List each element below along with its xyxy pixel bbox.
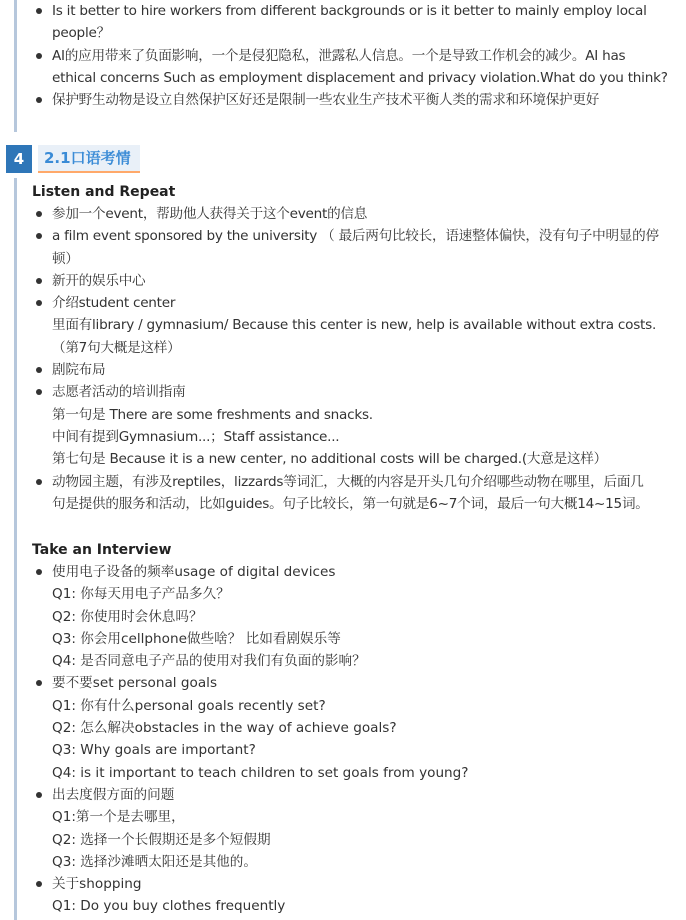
list-item-line: a film event sponsored by the university （ 最后两句比较长，语速整体偏快，没有句子中明显的停 [52, 228, 659, 245]
listen-section [24, 181, 682, 515]
list-item-line: 中间有提到Gymnasium...；Staff assistance... [52, 428, 340, 445]
list-item-line: Q3: 你会用cellphone做些啥？ 比如看剧娱乐等 [52, 630, 341, 647]
list-item-line: 出去度假方面的问题 [52, 786, 175, 803]
list-item-line: 第七句是 Because it is a new center, no additional costs will be charged.(大意是这样） [52, 451, 607, 468]
list-item [24, 292, 682, 359]
list-item [24, 873, 682, 918]
list-item-line: Q1: Do you buy clothes frequently [52, 898, 286, 915]
list-item-line: （第7句大概是这样） [52, 339, 181, 356]
list-item-line: 志愿者活动的培训指南 [52, 384, 186, 401]
list-item-line: Q2: 选择一个长假期还是多个短假期 [52, 831, 271, 848]
interview-heading: Take an Interview [32, 542, 172, 558]
list-item-line: Q2: 你使用时会休息吗？ [52, 608, 203, 625]
list-item-line: 要不要set personal goals [52, 675, 218, 692]
list-item-line: Q1: 你有什么personal goals recently set? [52, 697, 326, 714]
list-item-line: ethical concerns Such as employment displacement and privacy violation.What do you think? [52, 69, 668, 86]
list-item [24, 270, 682, 292]
list-item-line: 关于shopping [52, 876, 142, 893]
list-item-line: 第一句是 There are some freshments and snacks. [52, 406, 373, 423]
list-item [24, 672, 682, 783]
list-item [24, 359, 682, 381]
list-item [24, 225, 682, 270]
list-item [24, 784, 682, 873]
list-item [24, 561, 682, 672]
listen-list [24, 203, 682, 515]
list-item-line: 顿） [52, 250, 79, 267]
list-item-line: 保护野生动物是设立自然保护区好还是限制一些农业生产技术平衡人类的需求和环境保护更好 [52, 92, 600, 109]
list-item [24, 89, 682, 111]
list-item-line: Q4: 是否同意电子产品的使用对我们有负面的影响？ [52, 653, 366, 670]
list-item-line: Q1:第一个是去哪里， [52, 809, 185, 826]
list-item-line: Q1: 你每天用电子产品多久？ [52, 586, 230, 603]
list-item-line: Is it better to hire workers from different backgrounds or is it better to mainly employ local [52, 3, 647, 19]
section-title: 2.1口语考情 [44, 149, 131, 167]
list-item-line: 参加一个event，帮助他人获得关于这个event的信息 [52, 206, 368, 222]
section-title-box [38, 145, 140, 173]
list-item [24, 203, 682, 225]
list-item-line: 使用电子设备的频率usage of digital devices [52, 564, 336, 580]
quote-bar [14, 178, 17, 920]
section-number: 4 [6, 145, 32, 173]
list-item-line: 新开的娱乐中心 [52, 272, 146, 289]
intro-section [24, 0, 682, 111]
list-item-line: Q4: is it important to teach children to set goals from young? [52, 764, 469, 781]
list-item-line: Q3: Why goals are important? [52, 742, 256, 759]
interview-list [24, 561, 682, 918]
list-item [24, 471, 682, 516]
list-item [24, 45, 682, 90]
list-item-line: people？ [52, 25, 110, 42]
list-item-line: Q3: 选择沙滩晒太阳还是其他的。 [52, 853, 257, 870]
quote-bar [14, 0, 17, 132]
list-item-line: 介绍student center [52, 295, 176, 312]
list-item [24, 0, 682, 45]
interview-section [24, 539, 682, 918]
list-item-line: 剧院布局 [52, 362, 106, 379]
intro-list [24, 0, 682, 111]
list-item-line: 句是提供的服务和活动，比如guides。句子比较长，第一句就是6~7个词，最后一句大概14~15词。 [52, 495, 649, 512]
list-item-line: AI的应用带来了负面影响，一个是侵犯隐私，泄露私人信息。一个是导致工作机会的减少。AI has [52, 47, 626, 64]
list-item-line: 里面有library / gymnasium/ Because this center is new, help is available without extra costs. [52, 317, 657, 334]
list-item-line: 动物园主题，有涉及reptiles，lizzards等词汇，大概的内容是开头几句介绍哪些动物在哪里，后面几 [52, 473, 644, 490]
list-item [24, 381, 682, 470]
list-item-line: Q2: 怎么解决obstacles in the way of achieve goals? [52, 720, 397, 737]
listen-heading: Listen and Repeat [32, 184, 176, 200]
